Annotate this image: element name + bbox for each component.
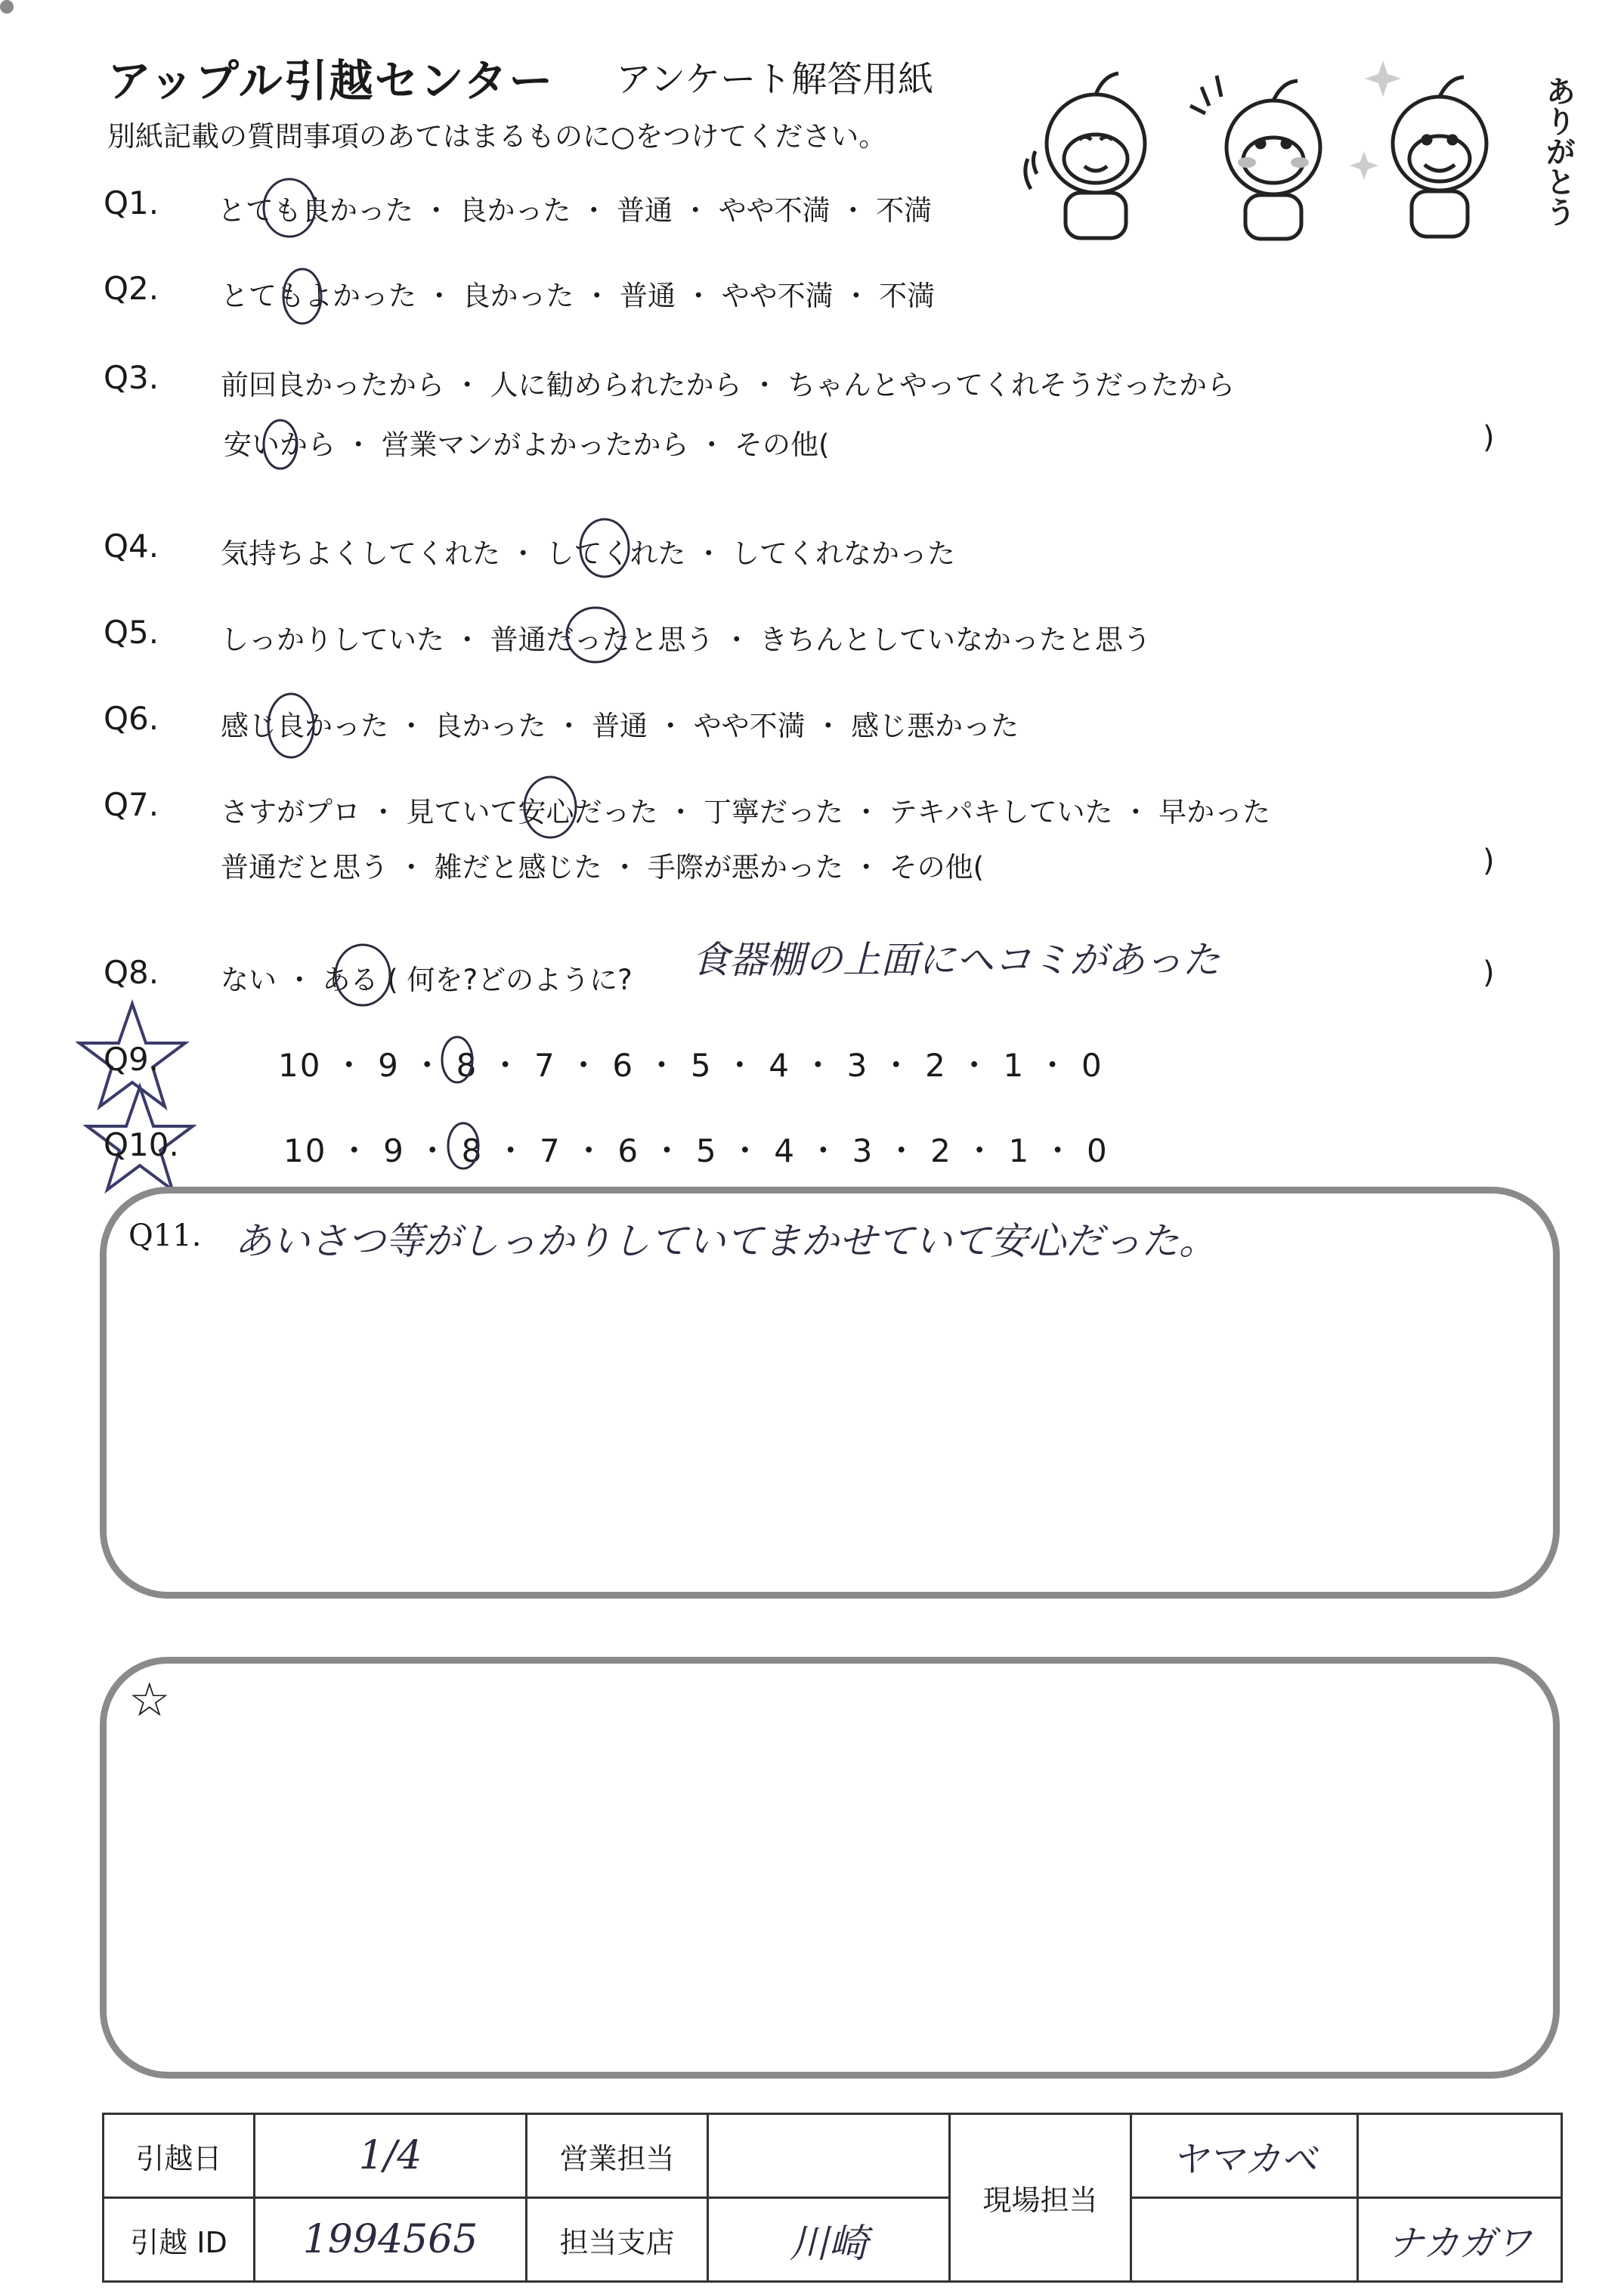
q3-close-paren: ) (1483, 420, 1495, 455)
site-staff-value-1: ヤマカベ (1131, 2114, 1358, 2198)
move-id-label: 引越 ID (104, 2198, 255, 2282)
notes-star-label: ☆ (128, 1672, 171, 1727)
q8-handwritten-answer: 食器棚の上面にヘコミがあった (691, 938, 1220, 982)
q9-scale: 10 ・ 9 ・ 8 ・ 7 ・ 6 ・ 5 ・ 4 ・ 3 ・ 2 ・ 1 ・ 0 (278, 1047, 1103, 1084)
q4-options: 気持ちよくしてくれた ・ してくれた ・ してくれなかった (221, 537, 956, 570)
q8-close-paren: ) (1483, 955, 1495, 990)
q6-label: Q6. (104, 700, 159, 737)
q6-answer-circle (257, 688, 325, 763)
q7-label: Q7. (104, 786, 159, 823)
q8-options: ない ・ ある ( 何を?どのように? (221, 964, 633, 996)
monkey-2-icon (1190, 76, 1320, 239)
q3-options-line1: 前回良かったから ・ 人に勧められたから ・ ちゃんとやってくれそうだったから (221, 369, 1236, 401)
q7-options-line2: 普通だと思う ・ 雑だと感じた ・ 手際が悪かった ・ その他( (221, 851, 985, 884)
monkey-mascots-illustration (1020, 45, 1587, 249)
q3-label: Q3. (104, 359, 159, 396)
q2-answer-circle (272, 265, 333, 333)
move-id-value: 1994565 (255, 2198, 527, 2282)
q11-handwritten-answer: あいさつ等がしっかりしていてまかせていて安心だった。 (234, 1219, 1217, 1263)
thanks-text: ありがとう (1541, 76, 1576, 227)
q5-options: しっかりしていた ・ 普通だったと思う ・ きちんとしていなかったと思う (221, 624, 1152, 656)
site-staff-label: 現場担当 (950, 2114, 1131, 2282)
q7-close-paren: ) (1483, 844, 1495, 878)
q2-label: Q2. (104, 270, 159, 307)
q2-options: とてもよかった ・ 良かった ・ 普通 ・ やや不満 ・ 不満 (221, 280, 936, 312)
site-staff-value-4: ナカガワ (1358, 2198, 1562, 2282)
notes-box (100, 1657, 1560, 2079)
q4-label: Q4. (104, 528, 159, 565)
q10-answer-circle (441, 1116, 486, 1176)
q1-options: とても良かった ・ 良かった ・ 普通 ・ やや不満 ・ 不満 (218, 194, 933, 227)
monkey-3-icon (1350, 60, 1486, 237)
move-date-label: 引越日 (104, 2114, 255, 2198)
footer-info-table (102, 2113, 1563, 2283)
move-date-value: 1/4 (255, 2114, 527, 2198)
q9-label: Q9. (104, 1041, 159, 1078)
site-staff-value-3 (1131, 2198, 1358, 2282)
q9-answer-circle (435, 1029, 480, 1090)
q3-answer-circle (254, 414, 307, 475)
q4-answer-circle (571, 514, 639, 582)
branch-label: 担当支店 (527, 2198, 708, 2282)
q5-answer-circle (558, 601, 633, 669)
monkey-1-icon (1025, 73, 1145, 238)
sales-rep-value (708, 2114, 950, 2198)
q10-scale: 10 ・ 9 ・ 8 ・ 7 ・ 6 ・ 5 ・ 4 ・ 3 ・ 2 ・ 1 ・ 0 (283, 1132, 1109, 1169)
q7-answer-circle (512, 769, 588, 845)
q1-label: Q1. (104, 184, 159, 221)
q11-label: Q11. (128, 1218, 202, 1253)
q8-label: Q8. (104, 954, 159, 991)
q6-options: 感じ良かった ・ 良かった ・ 普通 ・ やや不満 ・ 感じ悪かった (221, 710, 1019, 742)
q8-answer-circle (325, 936, 401, 1011)
q3-options-line2: 安いから ・ 営業マンがよかったから ・ その他( (224, 429, 830, 461)
branch-value: 川崎 (708, 2198, 950, 2282)
site-staff-value-2 (1358, 2114, 1562, 2198)
q5-label: Q5. (104, 614, 159, 651)
form-title: アンケート解答用紙 (616, 59, 934, 101)
q10-label: Q10. (104, 1126, 179, 1163)
q1-answer-circle (255, 174, 323, 242)
brand-name: アップル引越センター (107, 55, 555, 107)
q11-comment-box (0, 0, 14, 14)
sales-rep-label: 営業担当 (527, 2114, 708, 2198)
instruction-text: 別紙記載の質問事項のあてはまるものに○をつけてください。 (107, 120, 887, 153)
q7-options-line1: さすがプロ ・ 見ていて安心だった ・ 丁寧だった ・ テキパキしていた ・ 早かった (221, 796, 1271, 828)
